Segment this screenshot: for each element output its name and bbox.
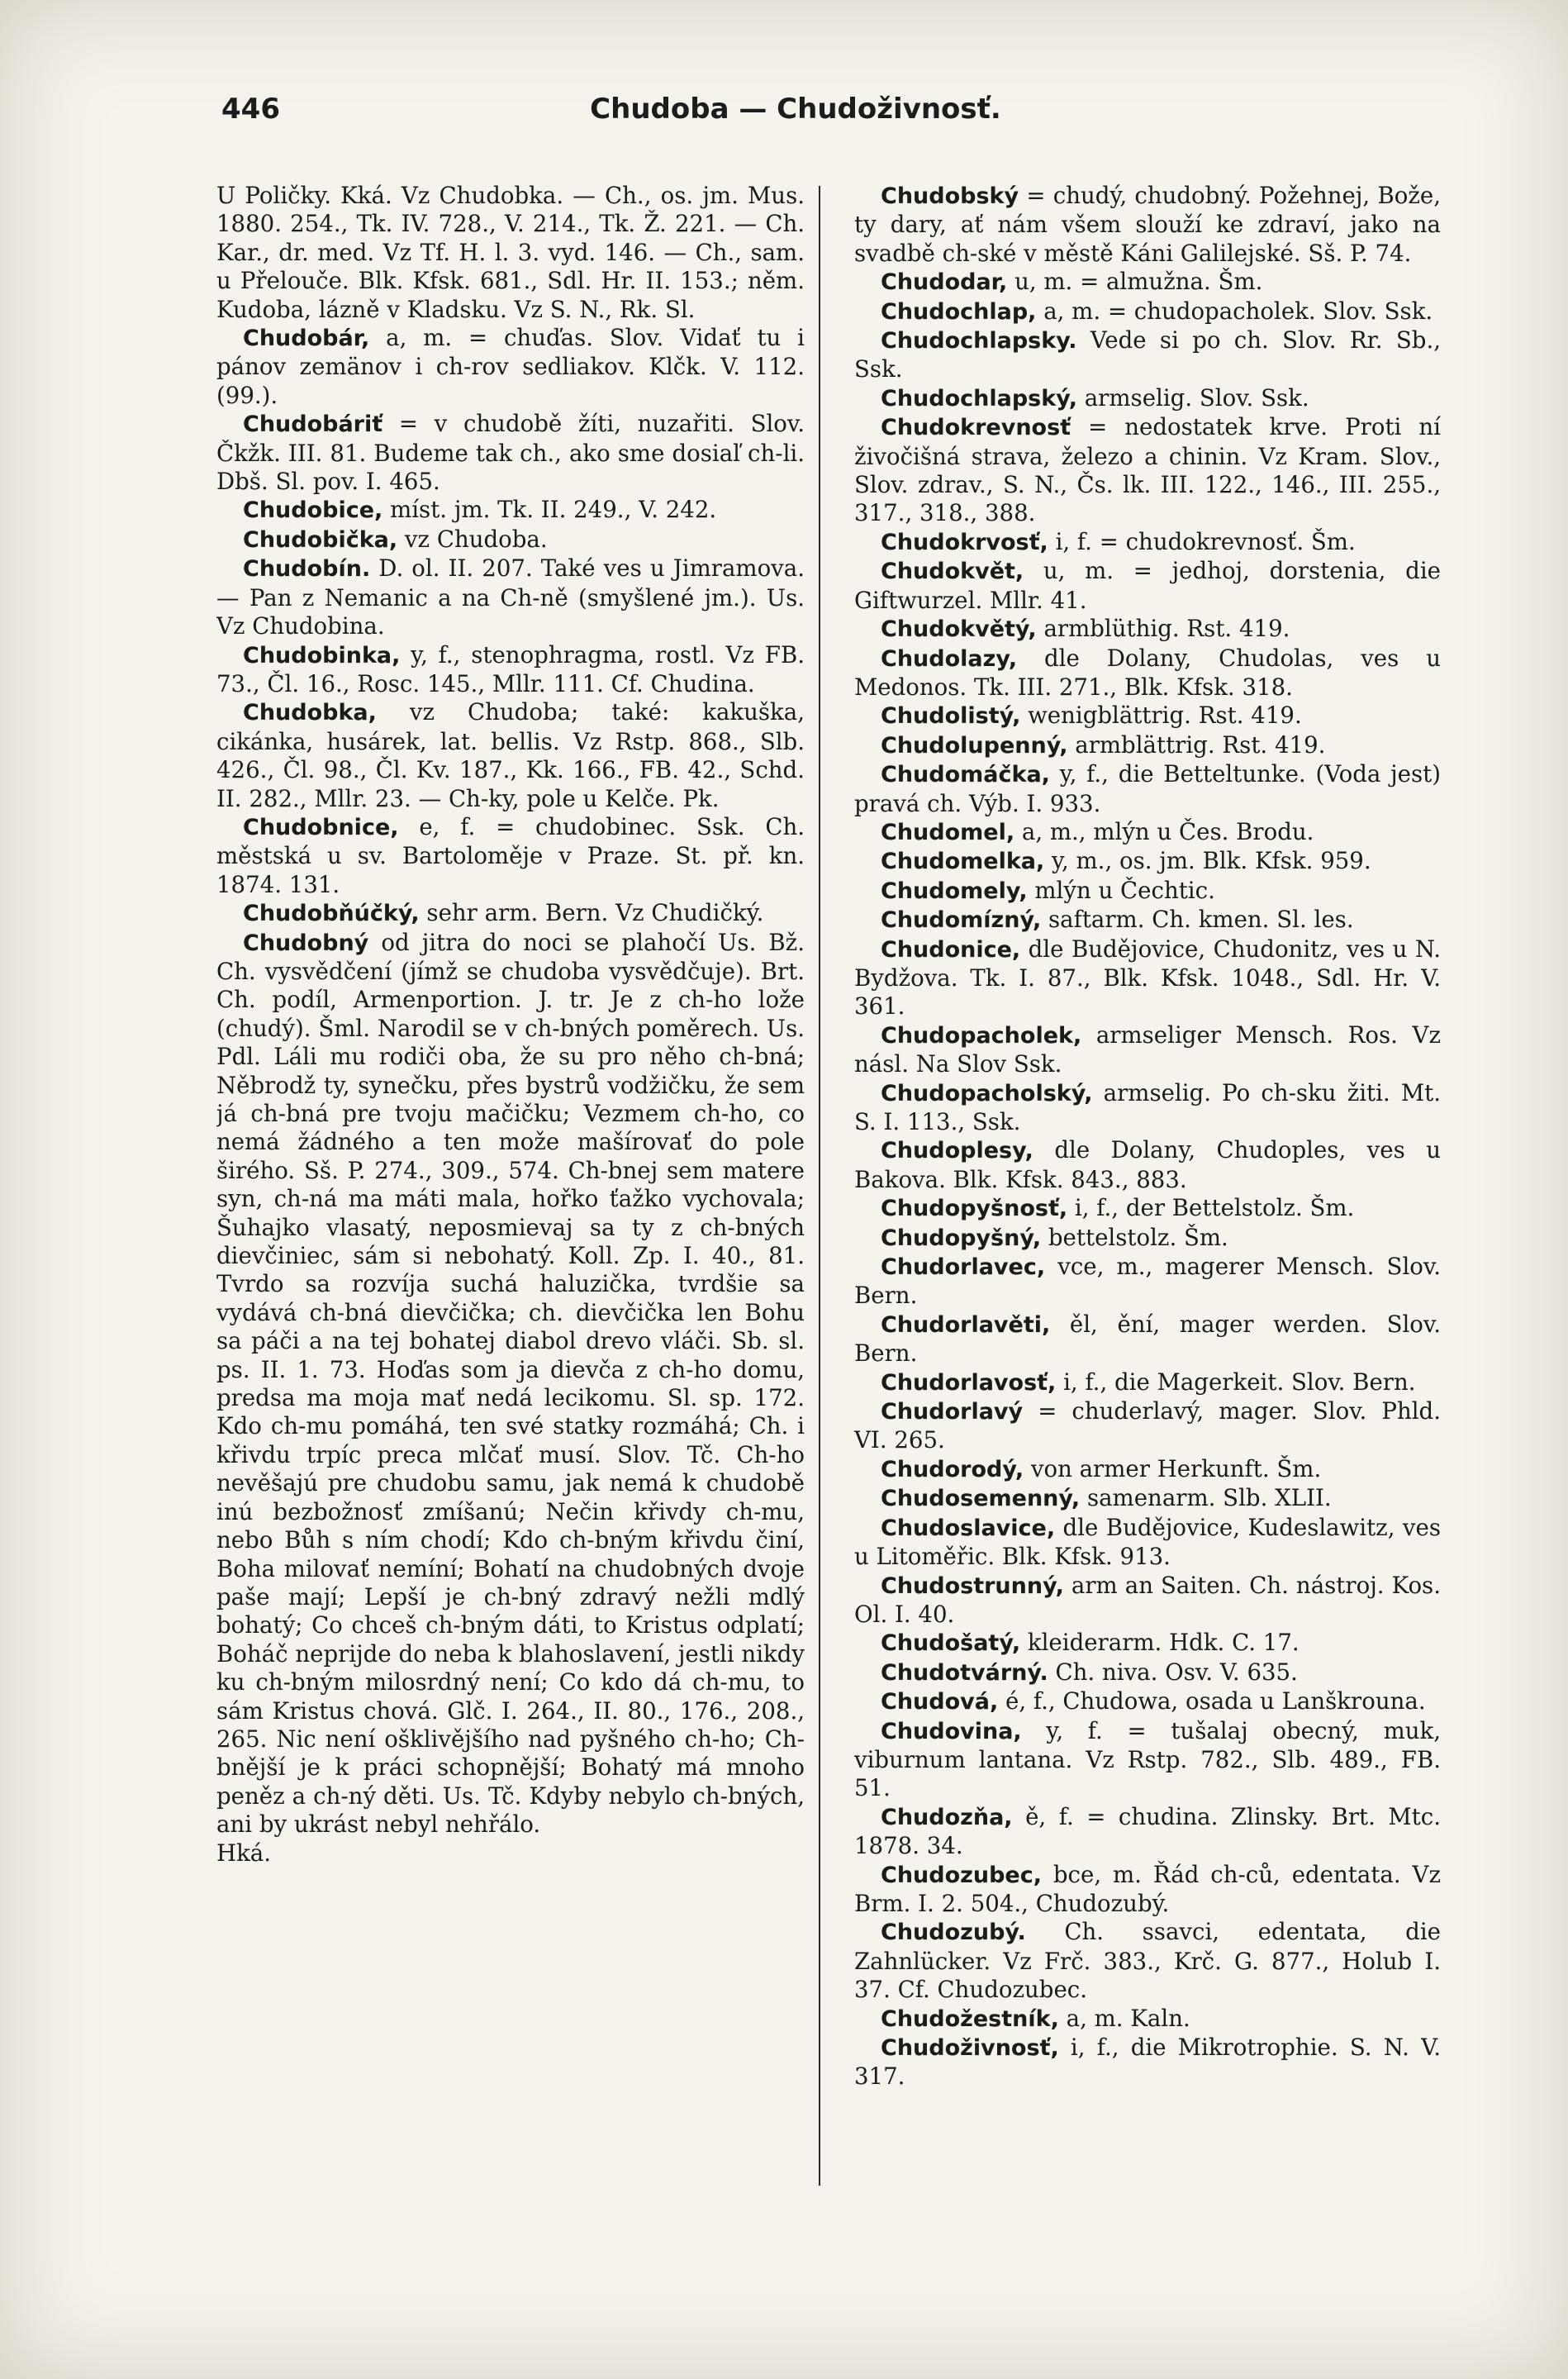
entry-text: D. ol. II. 207. Také ves u Jimramova. — Pan z Nemanic a na Ch-ně (smyšlené jm.). Us. Vz Chudobina. — [216, 554, 805, 640]
dictionary-entry — [854, 1455, 1441, 1484]
entry-headword: Chudomáčka, — [881, 762, 1050, 788]
entry-text: Ch. niva. Osv. V. 635. — [1048, 1658, 1298, 1686]
entry-text: míst. jm. Tk. II. 249., V. 242. — [382, 496, 717, 524]
left-column — [216, 182, 805, 2198]
entry-headword: Chudová, — [881, 1689, 999, 1715]
entry-text: ěl, ění, mager werden. Slov. Bern. — [854, 1310, 1441, 1368]
entry-text: dle Dolany, Chudoples, ves u Bakova. Blk. Kfsk. 843., 883. — [854, 1136, 1441, 1193]
entry-text: armblättrig. Rst. 419. — [1067, 730, 1326, 759]
entry-headword: Chudopacholek, — [881, 1022, 1082, 1049]
running-head: Chudoba — Chudoživnosť. — [590, 93, 1001, 126]
dictionary-entry — [854, 1803, 1441, 1861]
entry-headword: Chudobička, — [243, 526, 398, 553]
entry-text: Ch. ssavci, edentata, die Zahnlücker. Vz Frč. 383., Krč. G. 877., Holub I. 37. Cf. Chudozubec. — [854, 1918, 1441, 2004]
entry-text: u, m. = jedhoj, dorstenia, die Giftwurzel. Mllr. 41. — [854, 557, 1441, 614]
entry-text: é, f., Chudowa, osada u Lanškrouna. — [998, 1687, 1426, 1715]
entry-text: arm an Saiten. Ch. nástroj. Kos. Ol. I. 40. — [854, 1571, 1441, 1628]
dictionary-entry — [854, 182, 1441, 268]
dictionary-entry — [216, 554, 805, 640]
entry-text: = chuderlavý, mager. Slov. Phld. VI. 265. — [854, 1397, 1441, 1454]
dictionary-entry — [854, 1687, 1441, 1716]
dictionary-entry — [854, 877, 1441, 906]
entry-text: bettelstolz. Šm. — [1041, 1223, 1228, 1251]
entry-text: samenarm. Slb. XLII. — [1080, 1484, 1332, 1512]
entry-headword: Chudoplesy, — [881, 1138, 1033, 1164]
dictionary-entry — [854, 1136, 1441, 1194]
entry-headword: Chudolazy, — [881, 645, 1018, 672]
dictionary-entry — [216, 1839, 805, 1868]
dictionary-entry — [216, 324, 805, 410]
page-header — [221, 93, 1370, 142]
entry-text: i, f., die Magerkeit. Slov. Bern. — [1056, 1368, 1416, 1396]
dictionary-entry — [854, 1861, 1441, 1919]
dictionary-entry — [854, 731, 1441, 760]
dictionary-entry — [854, 1514, 1441, 1572]
entry-text: dle Dolany, Chudolas, ves u Medonos. Tk. III. 271., Blk. Kfsk. 318. — [854, 644, 1441, 701]
dictionary-entry — [854, 413, 1441, 528]
entry-headword: Chudomel, — [881, 819, 1015, 845]
entry-headword: Chudorlavý — [881, 1399, 1024, 1425]
entry-headword: Chudomelka, — [881, 849, 1045, 875]
entry-headword: Chudorlavec, — [881, 1254, 1046, 1281]
entry-text: = v chudobě žíti, nuzařiti. Slov. Čkžk. III. 81. Budeme tak ch., ako sme dosiaľ ch-li. Dbš. Sl. pov. I. 465. — [216, 410, 805, 496]
dictionary-entry — [216, 410, 805, 496]
dictionary-entry — [854, 557, 1441, 615]
entry-headword: Chudoslavice, — [881, 1515, 1056, 1541]
entry-headword: Chudozubec, — [881, 1862, 1042, 1888]
entry-text: a, m. Kaln. — [1058, 2004, 1190, 2032]
entry-text: a, m. = chuďas. Slov. Vidať tu i pánov zemänov i ch-rov sedliakov. Klčk. V. 112. (99.). — [216, 324, 805, 409]
dictionary-entry — [216, 526, 805, 554]
dictionary-entry — [854, 760, 1441, 818]
entry-text: wenigblättrig. Rst. 419. — [1020, 702, 1302, 730]
entry-text: armselig. Slov. Ssk. — [1076, 383, 1309, 412]
dictionary-entry — [854, 1079, 1441, 1137]
dictionary-entry — [854, 1918, 1441, 2004]
entry-headword: Chudolistý, — [881, 703, 1021, 730]
entry-text: ě, f. = chudina. Zlinsky. Brt. Mtc. 1878. 34. — [854, 1802, 1441, 1860]
entry-headword: Chudosemenný, — [881, 1486, 1081, 1512]
dictionary-entry — [854, 2034, 1441, 2091]
dictionary-entry — [854, 1397, 1441, 1455]
entry-text: y, m., os. jm. Blk. Kfsk. 959. — [1044, 847, 1371, 875]
entry-headword: Chudochlap, — [881, 298, 1037, 325]
dictionary-entry — [854, 1311, 1441, 1368]
page-number: 446 — [221, 93, 280, 126]
entry-text: Vede si po ch. Slov. Rr. Sb., Ssk. — [854, 326, 1441, 383]
dictionary-entry — [854, 847, 1441, 876]
entry-headword: Chudodar, — [881, 269, 1008, 296]
entry-headword: Chudobka, — [243, 700, 377, 726]
entry-headword: Chudokrvosť, — [881, 529, 1048, 555]
entry-text: y, f., die Betteltunke. (Voda jest) pravá ch. Výb. I. 933. — [854, 760, 1441, 817]
entry-text: u, m. = almužna. Šm. — [1007, 268, 1263, 296]
entry-text: bce, m. Řád ch-ců, edentata. Vz Brm. I. 2. 504., Chudozubý. — [854, 1860, 1441, 1917]
right-column — [854, 182, 1441, 2198]
entry-headword: Chudokvět, — [881, 559, 1024, 585]
entry-text: kleiderarm. Hdk. C. 17. — [1020, 1629, 1300, 1657]
entry-text: = chudý, chudobný. Požehnej, Bože, ty dary, ať nám všem slouží ke zdraví, jako na svadbě ch-ské v městě Káni Galilejské. Sš. P. 74. — [854, 182, 1441, 267]
entry-headword: Chudochlapský, — [881, 385, 1077, 412]
entry-text: armblüthig. Rst. 419. — [1036, 615, 1290, 643]
entry-headword: Chudomely, — [881, 878, 1028, 904]
dictionary-entry — [854, 1658, 1441, 1687]
entry-headword: Chudopyšnosť, — [881, 1196, 1068, 1222]
dictionary-entry — [854, 1021, 1441, 1079]
entry-headword: Chudobinka, — [243, 642, 401, 668]
entry-headword: Chudobár, — [243, 326, 370, 352]
dictionary-entry — [854, 1368, 1441, 1397]
entry-text: od jitra do noci se plahočí Us. Bž. Ch. vysvědčení (jímž se chudoba vysvědčuje). Brt. Ch. podíl, Armenportion. J. tr. Je z ch-ho lože (chudý). Šml. Narodil se v ch-bných poměrech. Us. Pdl. Láli mu rodiči oba, že su pro něho ch-bná; Něbrodž ty, synečku, přes bystrů vodžičku, že sem já ch-bná pre tvoju mačičku; Vezmem ch-ho, co nemá žádného a ten može mašírovať do pole širého. Sš. P. 274., 309., 574. Ch-bnej sem matere syn, ch-ná ma máti mala, hořko ťažko vychovala; Šuhajko vlasatý, neposmievaj sa ty z ch-bných dievčiniec, sám si nebohatý. Koll. Zp. I. 40., 81. Tvrdo sa rozvíja suchá haluzička, tvrdšie sa vydává ch-bná dievčička; ch. dievčička len Bohu sa páči a na tej bohatej diabol drevo vláči. Sb. sl. ps. II. 1. 73. Hoďas som ja dievča z ch-ho domu, predsa ma moja mať nedá lecikomu. Sl. sp. 172. Kdo ch-mu pomáhá, ten své statky rozmáhá; Ch. i křivdu trpíc preca mlčať musí. Slov. Tč. Ch-ho nevěšajú pre chudobu samu, jak nemá k chudobě inú bezbožnosť zmíšanú; Nečin křivdy ch-mu, nebo Bůh s ním chodí; Kdo ch-bným křivdu činí, Boha milovať nemíní; Bohatí na chudobných dvoje paše mají; Lepší je ch-bný zdravý nežli mdlý bohatý; Co chceš ch-bným dáti, to Kristus odplatí; Boháč neprijde do neba k blahoslavení, jestli nikdy ku ch-bným milosrdný není; Co kdo dá ch-mu, to sám Kristus chová. Glč. I. 264., II. 80., 176., 208., 265. Nic není ošklivějšího nad pyšného ch-ho; Ch-bnější je k práci schopnější; Bohatý má mnoho peněz a ch-ný děti. Us. Tč. Kdyby nebylo ch-bných, ani by ukrást nebyl nehřálo. — [216, 928, 805, 1839]
entry-headword: Chudobnice, — [243, 814, 399, 840]
dictionary-entry — [216, 182, 805, 324]
entry-text: vz Chudoba. — [397, 525, 548, 553]
dictionary-entry — [854, 1484, 1441, 1513]
entry-headword: Chudostrunný, — [881, 1573, 1064, 1599]
entry-text: mlýn u Čechtic. — [1027, 876, 1215, 904]
dictionary-entry — [216, 929, 805, 1839]
entry-headword: Chudoživnosť, — [881, 2035, 1059, 2061]
entry-headword: Chudovina, — [881, 1718, 1022, 1744]
entry-text: U Poličky. Kká. Vz Chudobka. — Ch., os. jm. Mus. 1880. 254., Tk. IV. 728., V. 214., Tk. Ž. 221. — Ch. Kar., dr. med. Vz Tf. H. l. 3. vyd. 146. — Ch., sam. u Přelouče. Blk. Kfsk. 681., Sdl. Hr. II. 153.; něm. Kudoba, lázně v Kladsku. Vz S. N., Rk. Sl. — [216, 182, 805, 323]
entry-text: armseliger Mensch. Ros. Vz násl. Na Slov Ssk. — [854, 1021, 1441, 1078]
entry-headword: Chudorodý, — [881, 1456, 1024, 1482]
entry-headword: Chudopacholský, — [881, 1080, 1093, 1106]
entry-headword: Chudobný — [243, 930, 369, 956]
entry-headword: Chudobský — [881, 183, 1019, 209]
dictionary-entry — [216, 813, 805, 899]
entry-headword: Chudopyšný, — [881, 1225, 1042, 1251]
entry-headword: Chudokrevnosť — [881, 415, 1071, 441]
dictionary-entry — [854, 326, 1441, 384]
dictionary-entry — [854, 818, 1441, 847]
entry-headword: Chudozubý. — [881, 1920, 1026, 1946]
dictionary-entry — [854, 906, 1441, 935]
dictionary-entry — [854, 645, 1441, 702]
dictionary-entry — [854, 1224, 1441, 1253]
entry-headword: Chudobín. — [243, 556, 371, 583]
dictionary-entry — [854, 268, 1441, 297]
dictionary-entry — [854, 1194, 1441, 1223]
entry-text: i, f., der Bettelstolz. Šm. — [1067, 1194, 1355, 1222]
dictionary-entry — [854, 1629, 1441, 1658]
dictionary-entry — [854, 1572, 1441, 1630]
entry-headword: Chudožestník, — [881, 2005, 1059, 2032]
dictionary-entry — [216, 496, 805, 525]
entry-text: dle Budějovice, Kudeslawitz, ves u Litoměřic. Blk. Kfsk. 913. — [854, 1513, 1441, 1571]
entry-text: a, m., mlýn u Čes. Brodu. — [1014, 817, 1314, 845]
entry-text: dle Budějovice, Chudonitz, ves u N. Bydžova. Tk. I. 87., Blk. Kfsk. 1048., Sdl. Hr. V. 361. — [854, 935, 1441, 1021]
dictionary-entry — [216, 698, 805, 813]
entry-headword: Chudošatý, — [881, 1630, 1021, 1657]
dictionary-entry — [216, 641, 805, 699]
entry-text: = nedostatek krve. Proti ní živočišná strava, železo a chinin. Vz Kram. Slov., Slov. zdrav., S. N., Čs. lk. III. 122., 146., III. 255., 317., 318., 388. — [854, 413, 1441, 527]
entry-text: saftarm. Ch. kmen. Sl. les. — [1041, 906, 1354, 934]
entry-text: armselig. Po ch-sku žiti. Mt. S. I. 113., Ssk. — [854, 1078, 1441, 1135]
entry-headword: Chudokvětý, — [881, 616, 1037, 643]
entry-text: a, m. = chudopacholek. Slov. Ssk. — [1036, 297, 1433, 325]
entry-headword: Chudozňa, — [881, 1804, 1013, 1830]
dictionary-entry — [854, 2005, 1441, 2034]
dictionary-entry — [854, 384, 1441, 413]
entry-text: y, f. = tušalaj obecný, muk, viburnum lantana. Vz Rstp. 782., Slb. 489., FB. 51. — [854, 1716, 1441, 1802]
entry-headword: Chudolupenný, — [881, 732, 1068, 759]
dictionary-entry — [854, 528, 1441, 557]
column-divider — [819, 186, 820, 2186]
dictionary-entry — [854, 615, 1441, 644]
entry-text: y, f., stenophragma, rostl. Vz FB. 73., Čl. 16., Rosc. 145., Mllr. 111. Cf. Chudina. — [216, 640, 805, 697]
entry-text: von armer Herkunft. Šm. — [1024, 1454, 1322, 1482]
entry-text: i, f., die Mikrotrophie. S. N. V. 317. — [854, 2034, 1441, 2091]
entry-text: i, f. = chudokrevnosť. Šm. — [1048, 527, 1356, 555]
entry-headword: Chudomízný, — [881, 907, 1042, 934]
dictionary-entry — [854, 702, 1441, 730]
entry-headword: Chudobice, — [243, 497, 383, 524]
entry-headword: Chudobáriť — [243, 412, 383, 438]
entry-headword: Chudochlapsky. — [881, 328, 1077, 354]
dictionary-entry — [854, 1253, 1441, 1311]
dictionary-entry — [216, 899, 805, 928]
dictionary-entry — [854, 297, 1441, 326]
entry-headword: Chudorlavosť, — [881, 1369, 1057, 1396]
entry-headword: Chudobňúčký, — [243, 901, 420, 927]
entry-headword: Chudonice, — [881, 936, 1021, 963]
entry-text: e, f. = chudobinec. Ssk. Ch. městská u sv. Bartoloměje v Praze. St. př. kn. 1874. 131. — [216, 812, 805, 898]
entry-text: vce, m., magerer Mensch. Slov. Bern. — [854, 1253, 1441, 1310]
dictionary-entry — [854, 1717, 1441, 1803]
entry-text: sehr arm. Bern. Vz Chudičký. — [419, 899, 764, 927]
entry-text: vz Chudoba; také: kakuška, cikánka, husárek, lat. bellis. Vz Rstp. 868., Slb. 426., Čl. 98., Čl. Kv. 187., Kk. 166., FB. 42., Schd. II. 282., Mllr. 23. — Ch-ky, pole u Kelče. Pk. — [216, 698, 805, 812]
dictionary-entry — [854, 935, 1441, 1021]
entry-headword: Chudotvárný. — [881, 1659, 1048, 1686]
entry-text: Hká. — [216, 1839, 272, 1867]
entry-headword: Chudorlavěti, — [881, 1311, 1051, 1338]
